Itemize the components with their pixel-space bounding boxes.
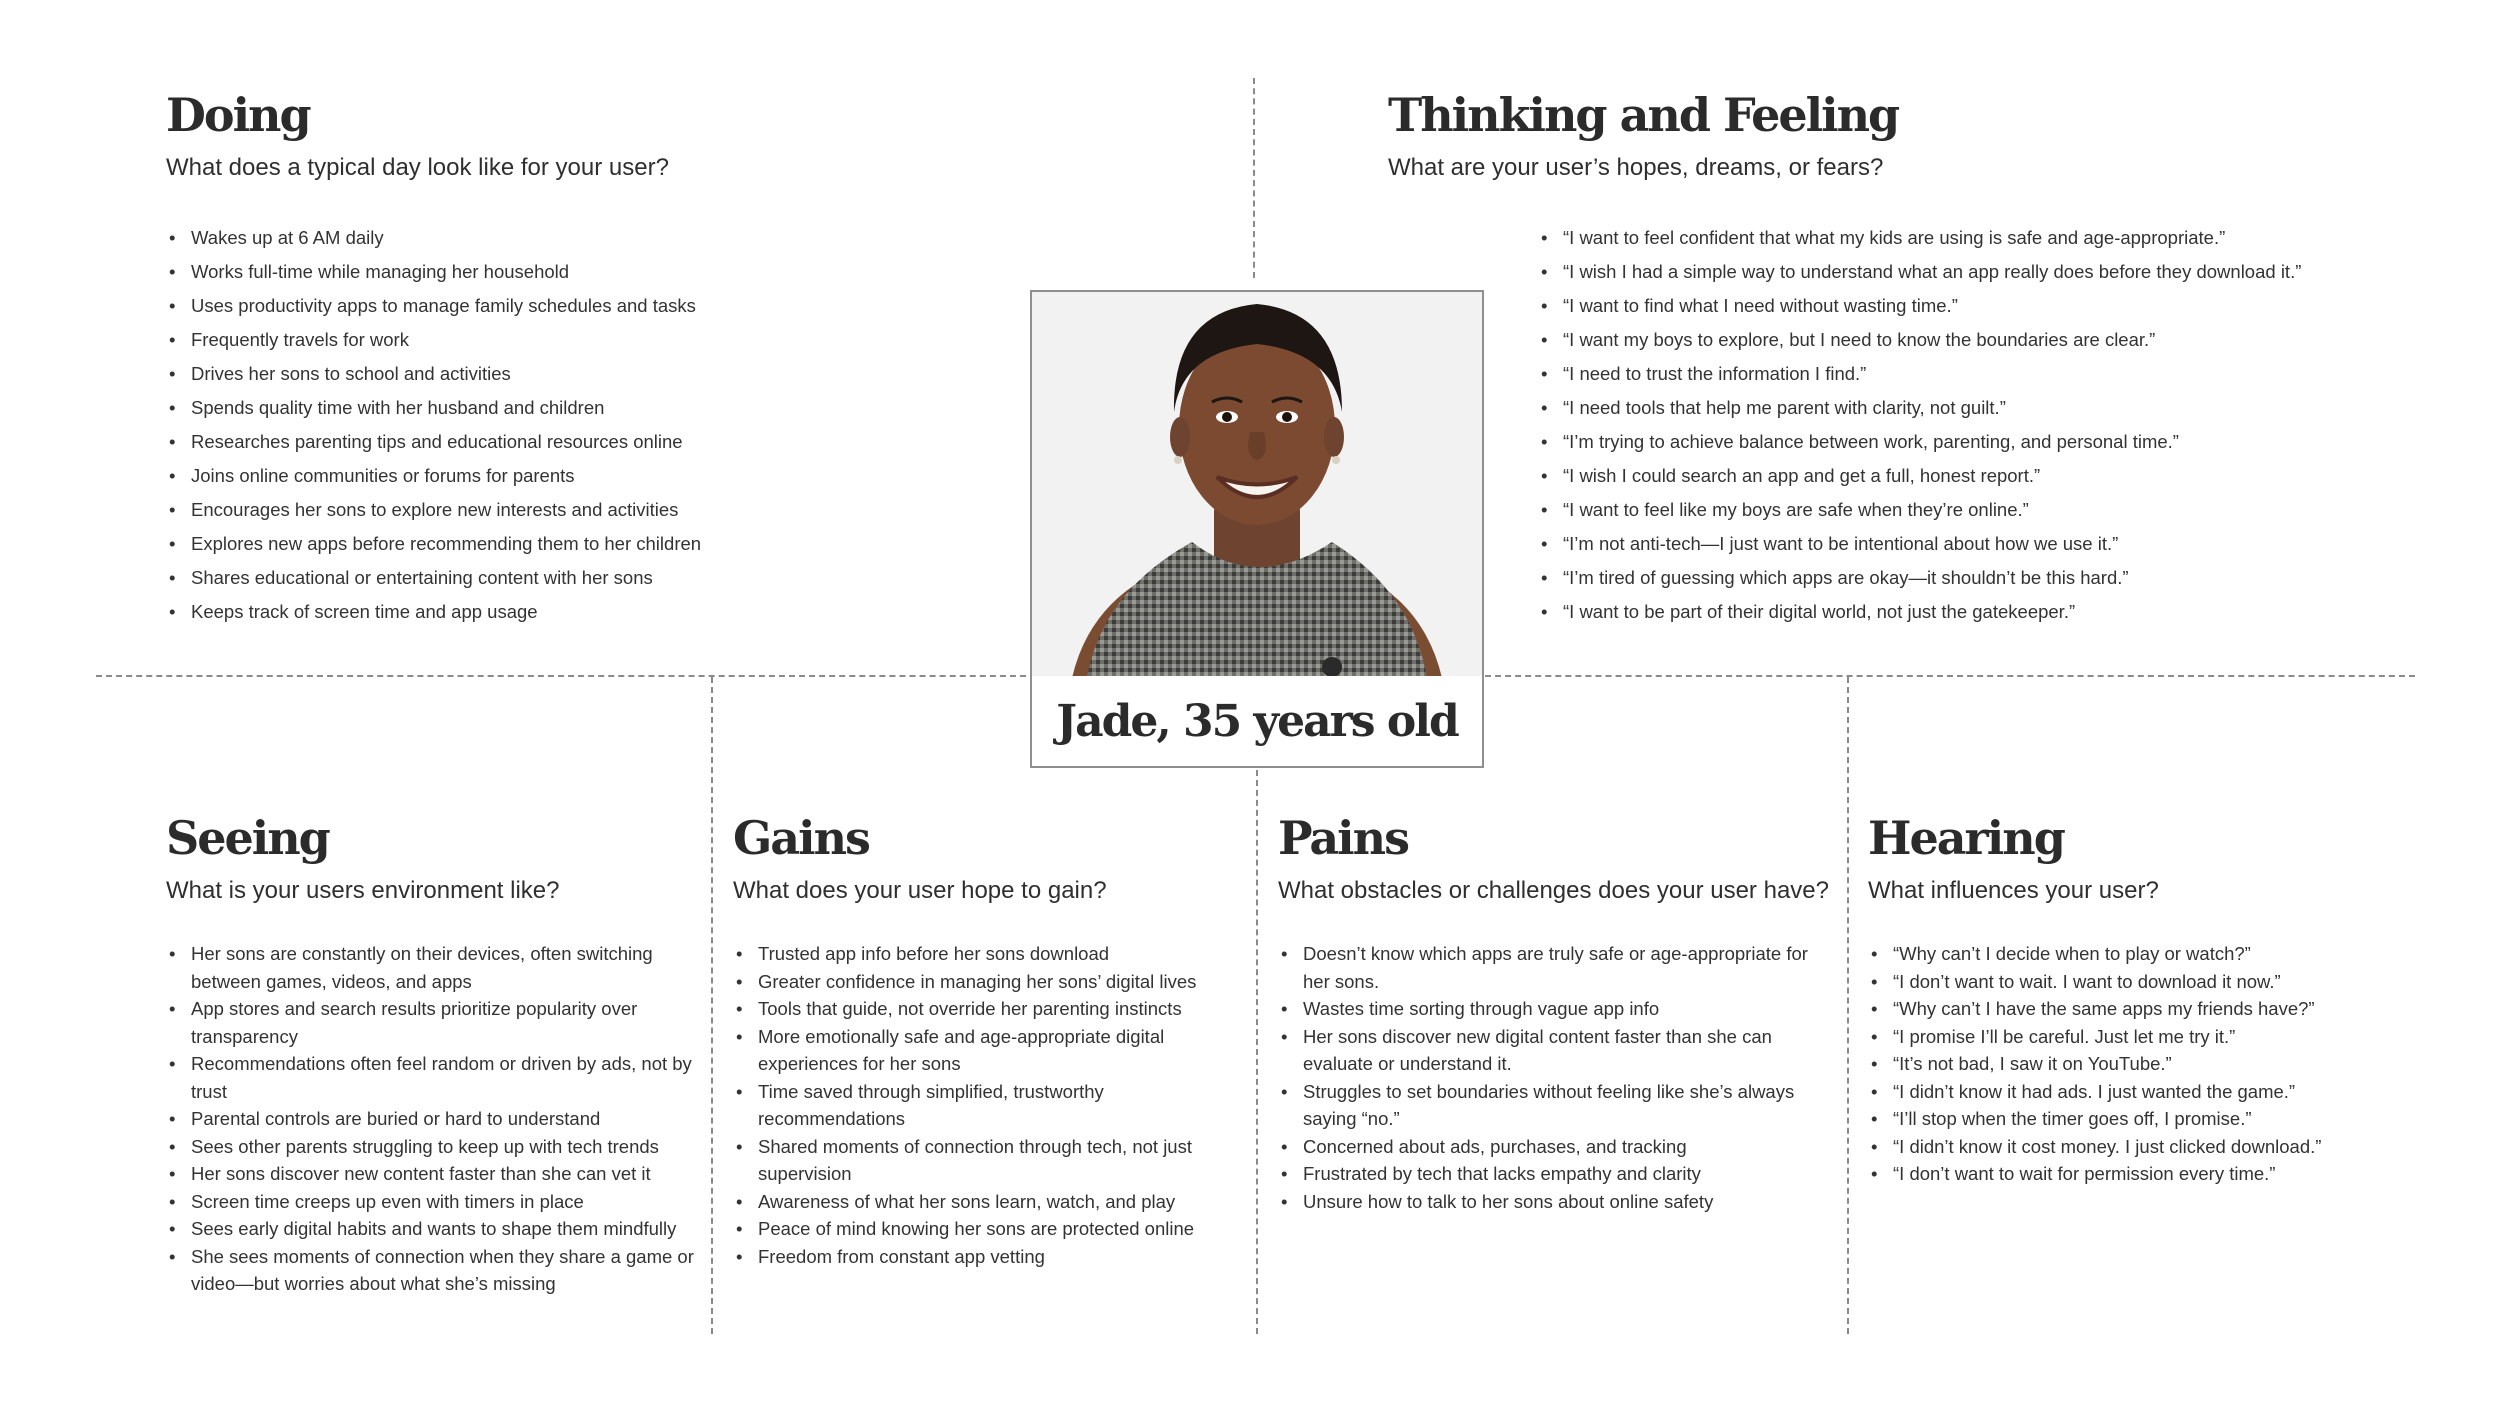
persona-name-box [1030, 676, 1484, 768]
list-item: • Her sons discover new digital content faster than she can evaluate or understand it. [1278, 1023, 1828, 1078]
list-item: • Recommendations often feel random or driven by ads, not by trust [166, 1050, 696, 1105]
divider-bottom-1 [711, 677, 713, 1334]
list-item: • Sees early digital habits and wants to shape them mindfully [166, 1215, 696, 1243]
list-item: • Researches parenting tips and educational resources online [166, 425, 1066, 459]
list-item: • Her sons discover new content faster than she can vet it [166, 1160, 696, 1188]
divider-bottom-2 [1256, 770, 1258, 1334]
list-item: • “I want to find what I need without wasting time.” [1538, 289, 2438, 323]
thinking-feeling-subtitle: What are your user’s hopes, dreams, or fears? [1388, 154, 1884, 181]
list-item: • Wakes up at 6 AM daily [166, 221, 1066, 255]
list-item: • Sees other parents struggling to keep up with tech trends [166, 1133, 696, 1161]
list-item: • “It’s not bad, I saw it on YouTube.” [1868, 1050, 2468, 1078]
list-item: • She sees moments of connection when they share a game or video—but worries about what she’s missing [166, 1243, 696, 1298]
list-item: • Joins online communities or forums for parents [166, 459, 1066, 493]
list-item: • “I promise I’ll be careful. Just let me try it.” [1868, 1023, 2468, 1051]
doing-section [166, 88, 1066, 622]
thinking-feeling-title: Thinking and Feeling [1388, 88, 1899, 142]
doing-subtitle: What does a typical day look like for your user? [166, 154, 669, 181]
pains-subtitle: What obstacles or challenges does your user have? [1278, 877, 1829, 904]
list-item: • App stores and search results prioritize popularity over transparency [166, 995, 696, 1050]
list-item: • Time saved through simplified, trustworthy recommendations [733, 1078, 1248, 1133]
pains-title: Pains [1278, 811, 1408, 865]
list-item: • Explores new apps before recommending them to her children [166, 527, 1066, 561]
list-item: • Works full-time while managing her household [166, 255, 1066, 289]
list-item: • “I don’t want to wait for permission every time.” [1868, 1160, 2468, 1188]
list-item: • Frustrated by tech that lacks empathy and clarity [1278, 1160, 1828, 1188]
list-item: • “I want to feel like my boys are safe when they’re online.” [1538, 493, 2438, 527]
seeing-list [166, 940, 696, 1298]
list-item: • Screen time creeps up even with timers in place [166, 1188, 696, 1216]
list-item: • Peace of mind knowing her sons are protected online [733, 1215, 1248, 1243]
list-item: • Doesn’t know which apps are truly safe or age-appropriate for her sons. [1278, 940, 1828, 995]
list-item: • “I wish I could search an app and get a full, honest report.” [1538, 459, 2438, 493]
hearing-subtitle: What influences your user? [1868, 877, 2159, 904]
list-item: • Wastes time sorting through vague app info [1278, 995, 1828, 1023]
list-item: • “Why can’t I decide when to play or watch?” [1868, 940, 2468, 968]
divider-horizontal-left [96, 675, 1026, 677]
thinking-feeling-section [1388, 88, 2438, 622]
list-item: • Struggles to set boundaries without feeling like she’s always saying “no.” [1278, 1078, 1828, 1133]
hearing-title: Hearing [1868, 811, 2064, 865]
list-item: • Shares educational or entertaining content with her sons [166, 561, 1066, 595]
list-item: • Encourages her sons to explore new interests and activities [166, 493, 1066, 527]
list-item: • Greater confidence in managing her sons’ digital lives [733, 968, 1248, 996]
list-item: • Unsure how to talk to her sons about online safety [1278, 1188, 1828, 1216]
list-item: • Spends quality time with her husband and children [166, 391, 1066, 425]
list-item: • “I want to be part of their digital world, not just the gatekeeper.” [1538, 595, 2438, 629]
list-item: • Awareness of what her sons learn, watch, and play [733, 1188, 1248, 1216]
list-item: • Tools that guide, not override her parenting instincts [733, 995, 1248, 1023]
list-item: • “Why can’t I have the same apps my friends have?” [1868, 995, 2468, 1023]
list-item: • “I’m trying to achieve balance between work, parenting, and personal time.” [1538, 425, 2438, 459]
divider-bottom-3 [1847, 677, 1849, 1334]
divider-top-center [1253, 78, 1255, 278]
persona-photo [1030, 290, 1484, 680]
seeing-title: Seeing [166, 811, 329, 865]
hearing-section [1868, 811, 2468, 1184]
gains-subtitle: What does your user hope to gain? [733, 877, 1107, 904]
list-item: • Drives her sons to school and activities [166, 357, 1066, 391]
doing-list [166, 221, 1066, 629]
gains-title: Gains [733, 811, 869, 865]
list-item: • Parental controls are buried or hard to understand [166, 1105, 696, 1133]
list-item: • “I didn’t know it had ads. I just wanted the game.” [1868, 1078, 2468, 1106]
seeing-section [166, 811, 706, 1294]
list-item: • Trusted app info before her sons download [733, 940, 1248, 968]
list-item: • “I’ll stop when the timer goes off, I promise.” [1868, 1105, 2468, 1133]
persona-name: Jade, 35 years old [1056, 695, 1458, 747]
list-item: • Her sons are constantly on their devices, often switching between games, videos, and apps [166, 940, 696, 995]
gains-section [733, 811, 1248, 1267]
list-item: • Freedom from constant app vetting [733, 1243, 1248, 1271]
gains-list [733, 940, 1248, 1270]
list-item: • Frequently travels for work [166, 323, 1066, 357]
list-item: • Concerned about ads, purchases, and tracking [1278, 1133, 1828, 1161]
pains-list [1278, 940, 1828, 1215]
list-item: • Shared moments of connection through tech, not just supervision [733, 1133, 1248, 1188]
pains-section [1278, 811, 1838, 1212]
seeing-subtitle: What is your users environment like? [166, 877, 560, 904]
list-item: • Uses productivity apps to manage family schedules and tasks [166, 289, 1066, 323]
list-item: • “I need tools that help me parent with clarity, not guilt.” [1538, 391, 2438, 425]
list-item: • “I need to trust the information I find.” [1538, 357, 2438, 391]
list-item: • Keeps track of screen time and app usage [166, 595, 1066, 629]
list-item: • “I don’t want to wait. I want to download it now.” [1868, 968, 2468, 996]
hearing-list [1868, 940, 2468, 1188]
list-item: • “I’m tired of guessing which apps are okay—it shouldn’t be this hard.” [1538, 561, 2438, 595]
list-item: • “I wish I had a simple way to understand what an app really does before they download it.” [1538, 255, 2438, 289]
list-item: • “I’m not anti-tech—I just want to be intentional about how we use it.” [1538, 527, 2438, 561]
list-item: • “I want my boys to explore, but I need to know the boundaries are clear.” [1538, 323, 2438, 357]
list-item: • More emotionally safe and age-appropriate digital experiences for her sons [733, 1023, 1248, 1078]
divider-horizontal-right [1485, 675, 2415, 677]
list-item: • “I didn’t know it cost money. I just clicked download.” [1868, 1133, 2468, 1161]
thinking-feeling-list [1538, 221, 2438, 629]
list-item: • “I want to feel confident that what my kids are using is safe and age-appropriate.” [1538, 221, 2438, 255]
doing-title: Doing [166, 88, 310, 142]
